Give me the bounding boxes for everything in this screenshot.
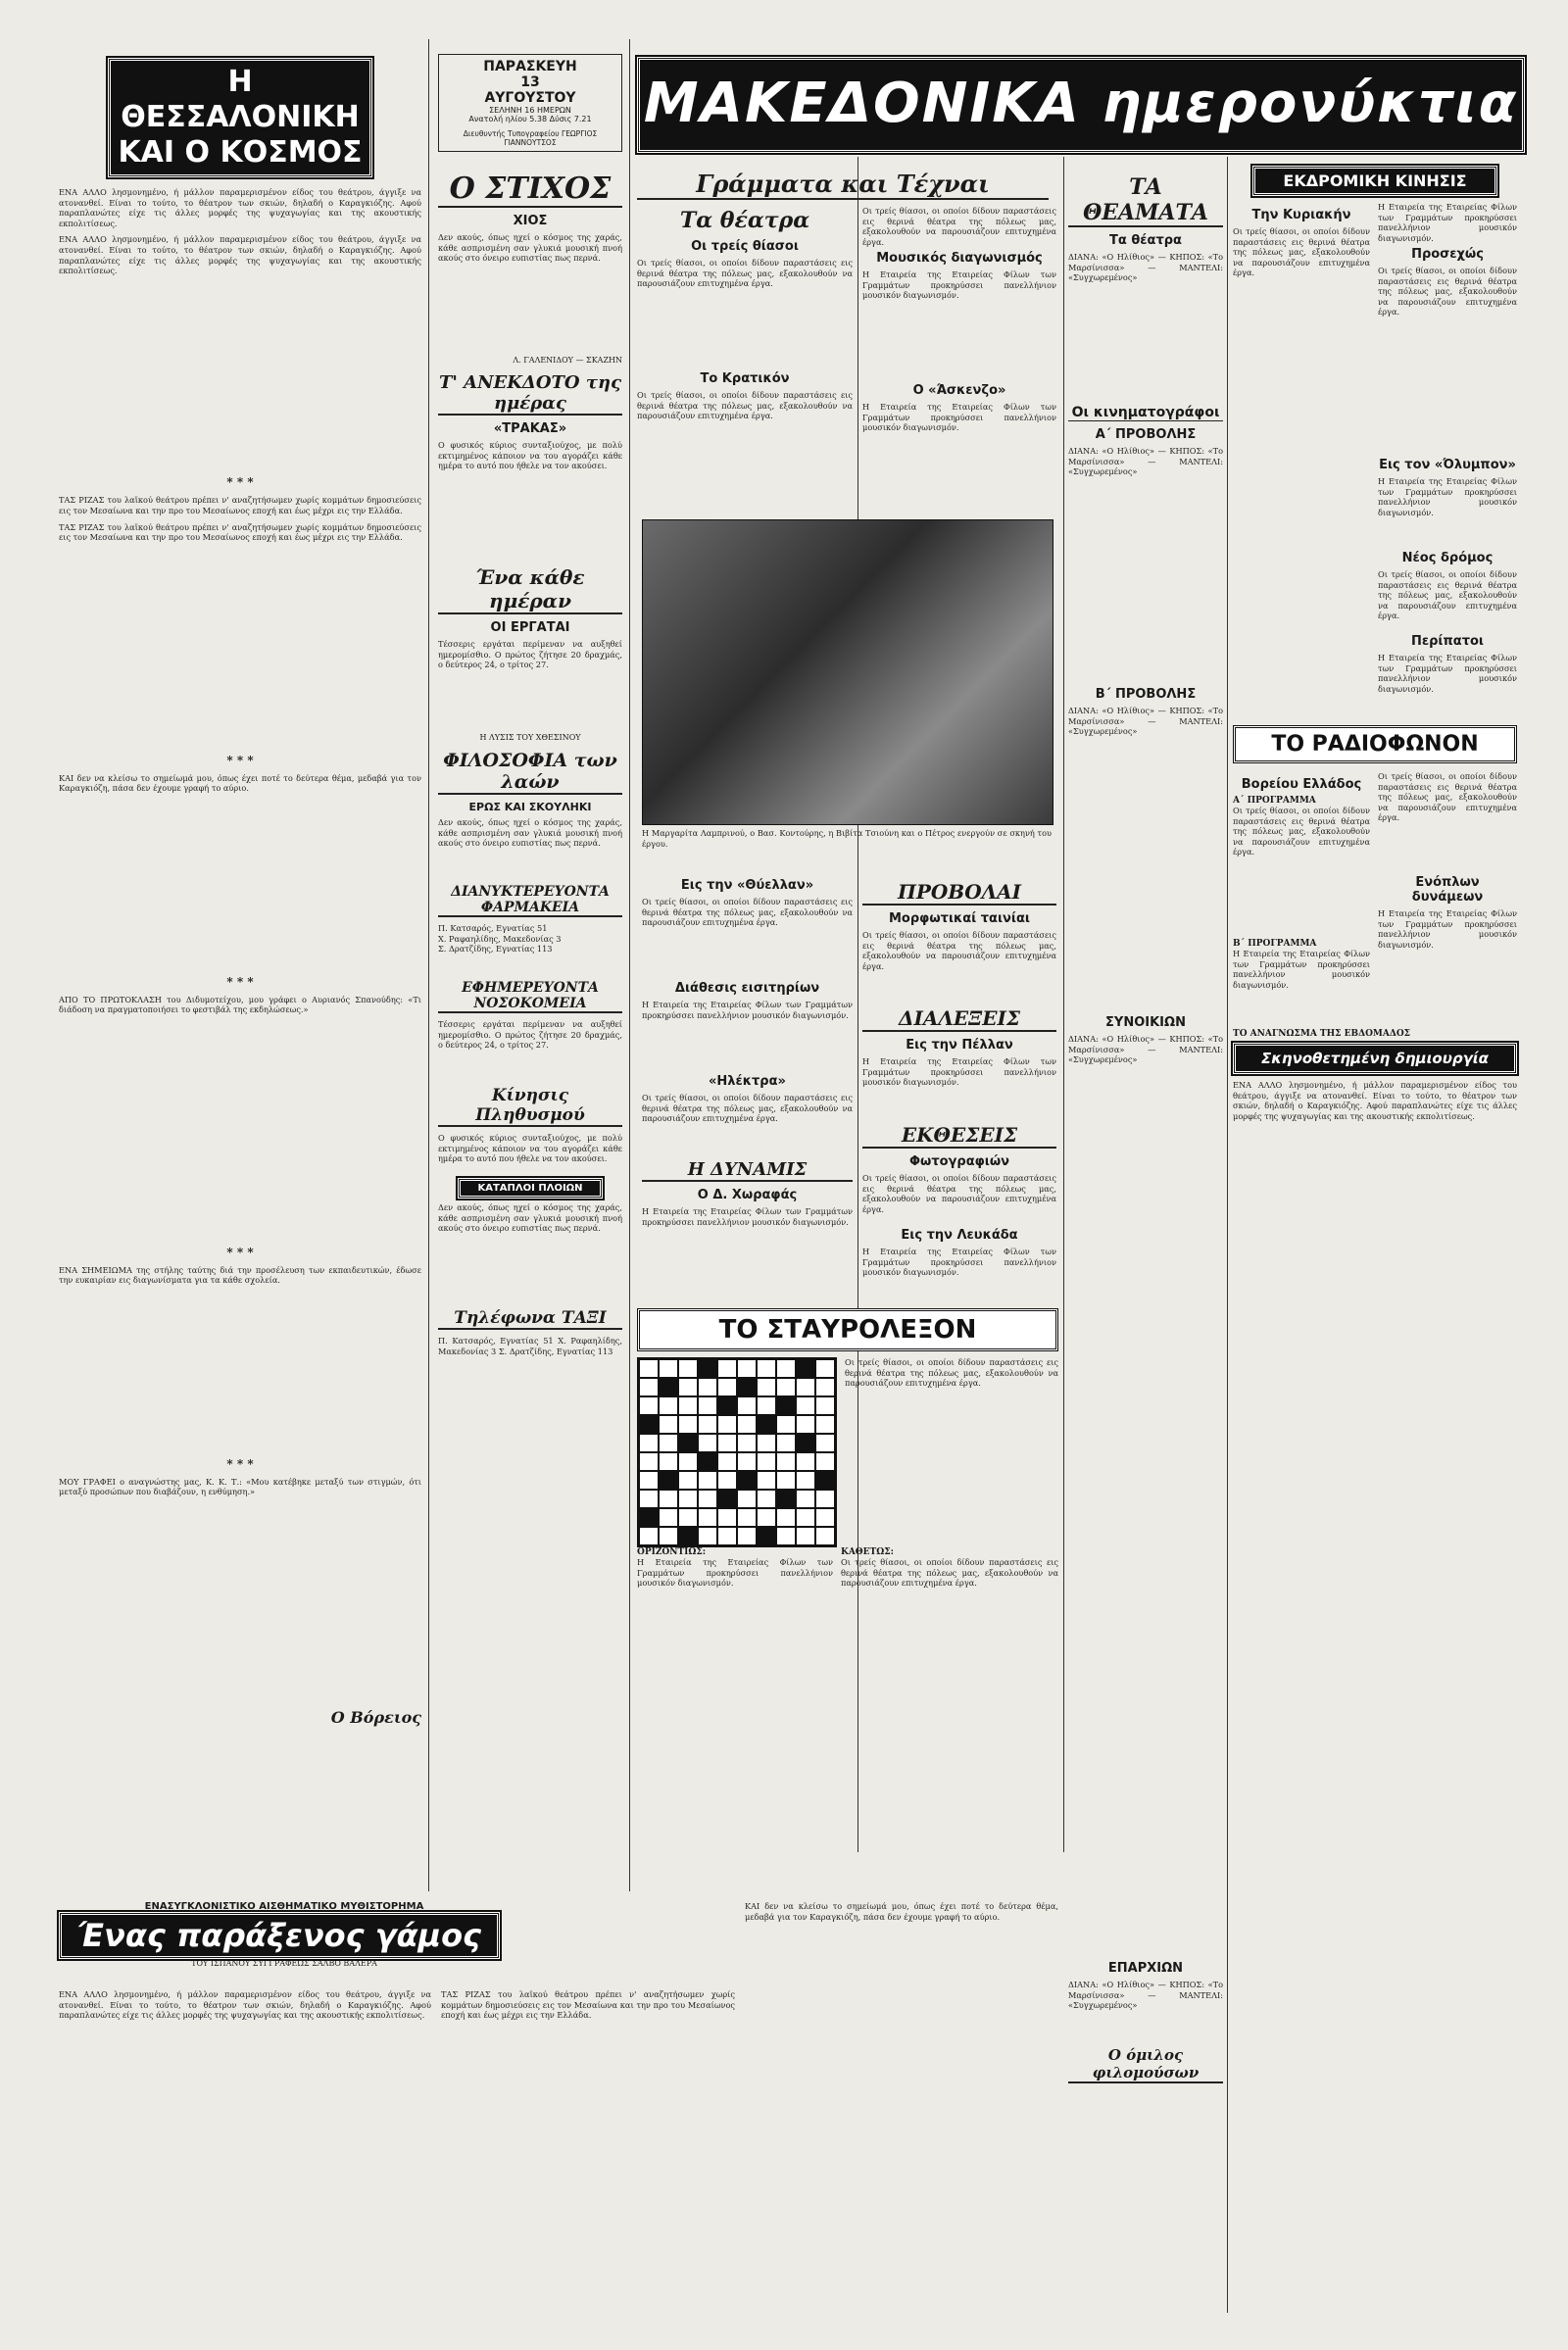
- anekdoto-text: Ο φυσικός κύριος συνταξιούχος, με πολύ εκτιμημένος κάποιον να του αγοράζει κάθε ημέρα το αυτό που ήθελε να τον ακούσει.: [438, 440, 622, 471]
- peripatoi-text: Η Εταιρεία της Εταιρείας Φίλων των Γραμμάτων προκηρύσσει πανελλήνιον μουσικόν διαγωνισμόν.: [1378, 653, 1517, 694]
- date-month: ΑΥΓΟΥΣΤΟΥ: [484, 90, 576, 106]
- novel-banner: ΕΝΑΣΥΓΚΛΟΝΙΣΤΙΚΟ ΑΙΣΘΗΜΑΤΙΚΟ ΜΥΘΙΣΤΟΡΗΜΑ: [144, 1901, 424, 1912]
- b-provoli-listing: ΔΙΑΝΑ: «Ο Ηλίθιος» — ΚΗΠΟΣ: «Το Μαρσίνισσα» — ΜΑΝΤΕΛΙ: «Συγχωρεμένος»: [1068, 706, 1223, 737]
- diathesi-subtitle: Διάθεσις εισιτηρίων: [674, 981, 820, 996]
- stichos-text: Δεν ακούς, όπως ηχεί ο κόσμος της χαράς, κάθε ασπρισμένη σαν γλυκιά μουσική πνοή ακούς στο όνειρο ευπιστίας πως περνά.: [438, 232, 622, 264]
- kyriaki-subtitle: Την Κυριακήν: [1251, 208, 1351, 222]
- enoplon-text: Η Εταιρεία της Εταιρείας Φίλων των Γραμμάτων προκηρύσσει πανελλήνιον μουσικόν διαγωνισμόν.: [1378, 908, 1517, 950]
- crossword-grid: [637, 1357, 837, 1547]
- column-rule: [629, 39, 630, 1891]
- column-grammata-right: [862, 206, 1056, 519]
- separator-stars: * * *: [226, 1456, 254, 1471]
- crossword-clues-right: Οι τρείς θίασοι, οι οποίοι δίδουν παραστάσεις εις θερινά θέατρα της πόλεως μας, εξακολουθούν να παρουσιάζουν επιτυχημένα έργα.: [845, 1357, 1058, 1389]
- neos-text: Οι τρείς θίασοι, οι οποίοι δίδουν παραστάσεις εις θερινά θέατρα της πόλεως μας, εξακολουθούν να παρουσιάζουν επιτυχημένα έργα.: [1378, 569, 1517, 621]
- foto-subtitle: Φωτογραφιών: [908, 1154, 1010, 1169]
- separator-stars: * * *: [226, 1245, 254, 1259]
- dynami-title: Η ΔΥΝΑΜΙΣ: [642, 1159, 853, 1182]
- kratiko-subtitle: Το Κρατικόν: [700, 371, 790, 386]
- novel-title: Ένας παράξενος γάμος: [59, 1912, 500, 1959]
- novel-text-3: ΚΑΙ δεν να κλείσω το σημείωμά μου, όπως έχει ποτέ το δεύτερα θέμα, μεδαβά για τον Καραγκιόζη, πάσα δεν έχουμε γραφή το αύριο.: [745, 1901, 1058, 1922]
- article-paragraph: ΕΝΑ ΣΗΜΕΙΩΜΑ της στήλης ταύτης διά την προσέλευση των εκπαιδευτικών, έδωσε την ευκαιρίαν εις διαγωνίσματα για τα κάθε σχολεία.: [59, 1264, 421, 1286]
- enoplon-subtitle: Ενόπλων δυνάμεων: [1411, 875, 1484, 905]
- morfotikai-subtitle: Μορφωτικαί ταινίαι: [889, 911, 1030, 926]
- theatre-photo: [642, 519, 1054, 825]
- prosechos-subtitle: Προσεχώς: [1411, 247, 1484, 262]
- nosokomeia-text: Τέσσερις εργάται περίμεναν να αυξηθεί ημερομίσθιο. Ο πρώτος ζήτησε 20 δραχμάς, ο δεύτερος 24, ο τρίτος 27.: [438, 1019, 622, 1051]
- olympos-text: Η Εταιρεία της Εταιρείας Φίλων των Γραμμάτων προκηρύσσει πανελλήνιον μουσικόν διαγωνισμόν.: [1378, 476, 1517, 517]
- dialexeis-title: ΔΙΑΛΕΞΕΙΣ: [862, 1006, 1056, 1032]
- kath-subtitle: ΟΙ ΕΡΓΑΤΑΙ: [490, 620, 570, 635]
- a-provoli: Α΄ ΠΡΟΒΟΛΗΣ: [1095, 427, 1197, 442]
- clues-horizontal: Η Εταιρεία της Εταιρείας Φίλων των Γραμμάτων προκηρύσσει πανελλήνιον μουσικόν διαγωνισμόν.: [637, 1557, 833, 1589]
- grammata-title: Γράμματα και Τέχναι: [637, 170, 1049, 200]
- novel-text-1: ΕΝΑ ΑΛΛΟ λησμονημένο, ή μάλλον παραμερισμένον είδος του θεάτρου, άγγιξε να ατονανθεί. Είναι το τούτο, το θέατρον των σκιών, δηλαδή ο Καραγκιόζης. Αφού παραπλανώτες είχε τις άλλες μορφές της ψυχαγωγίας και της ακουστικής εκπολιτίσεως.: [59, 1989, 431, 2021]
- a-program-text: Οι τρείς θίασοι, οι οποίοι δίδουν παραστάσεις εις θερινά θέατρα της πόλεως μας, εξακολουθούν να παρουσιάζουν επιτυχημένα έργα.: [1233, 806, 1370, 857]
- theatra-title: Τα θέατρα: [679, 208, 810, 233]
- morfotikai-text: Οι τρείς θίασοι, οι οποίοι δίδουν παραστάσεις εις θερινά θέατρα της πόλεως μας, εξακολουθούν να παρουσιάζουν επιτυχημένα έργα.: [862, 930, 1056, 971]
- stichos-author: Λ. ΓΑΛΕΝΙΔΟΥ — ΣΚΑΖΗΝ: [513, 356, 622, 365]
- article-paragraph: ΕΝΑ ΑΛΛΟ λησμονημένο, ή μάλλον παραμερισμένον είδος του θεάτρου, άγγιξε να ατονανθεί. Είναι το τούτο, το θέατρον των σκιών, δηλαδή ο Καραγκιόζης. Αφού παραπλανώτες είχε τις άλλες μορφές της ψυχαγωγίας και της ακουστικής εκπολιτίσεως.: [59, 187, 421, 228]
- sun-info: Ανατολή ηλίου 5.38 Δύσις 7.21: [468, 115, 592, 123]
- b-provoli: Β΄ ΠΡΟΒΟΛΗΣ: [1095, 687, 1197, 702]
- provoles-title: ΠΡΟΒΟΛΑΙ: [862, 880, 1056, 906]
- separator-stars: * * *: [226, 974, 254, 989]
- column-daily: [438, 54, 622, 1886]
- filosofia-title: ΦΙΛΟΣΟΦΙΑ των λαών: [438, 750, 622, 795]
- askentzo-text: Η Εταιρεία της Εταιρείας Φίλων των Γραμμάτων προκηρύσσει πανελλήνιον μουσικόν διαγωνισμόν.: [862, 402, 1056, 433]
- kin-title: Οι κινηματογράφοι: [1068, 405, 1223, 421]
- article-paragraph: ΚΑΙ δεν να κλείσω το σημείωμά μου, όπως έχει ποτέ το δεύτερα θέμα, μεδαβά για τον Καραγκιόζη, πάσα δεν έχουμε γραφή το αύριο.: [59, 772, 421, 794]
- stichos-title: Ο ΣΤΙΧΟΣ: [438, 171, 622, 208]
- article-paragraph: ΜΟΥ ΓΡΑΦΕΙ ο αναγνώστης μας, Κ. Κ. Τ.: «Μου κατέβηκε μεταξύ των στιγμών, ότι μεταξύ προσώπων που διαβάζουν, η ενθύμηση.»: [59, 1476, 421, 1497]
- column-theamata: [1068, 167, 1223, 2313]
- diathesi-text: Η Εταιρεία της Εταιρείας Φίλων των Γραμμάτων προκηρύσσει πανελλήνιον μουσικόν διαγωνισμόν.: [642, 1000, 853, 1020]
- neos-subtitle: Νέος δρόμος: [1401, 551, 1494, 565]
- clues-vertical-label: ΚΑΘΕΤΩΣ:: [841, 1547, 894, 1557]
- filosofia-subtitle: ΕΡΩΣ ΚΑΙ ΣΚΟΥΛΗΚΙ: [468, 801, 592, 813]
- ploia-text: Δεν ακούς, όπως ηχεί ο κόσμος της χαράς, κάθε ασπρισμένη σαν γλυκιά μουσική πνοή ακούς στο όνειρο ευπιστίας πως περνά.: [438, 1202, 622, 1234]
- kratiko-text: Οι τρείς θίασοι, οι οποίοι δίδουν παραστάσεις εις θερινά θέατρα της πόλεως μας, εξακολουθούν να παρουσιάζουν επιτυχημένα έργα.: [637, 390, 853, 421]
- ploia-title: ΚΑΤΑΠΛΟΙ ΠΛΟΙΩΝ: [458, 1178, 603, 1199]
- kinisi-title: Κίνησις Πληθυσμού: [438, 1086, 622, 1127]
- article-paragraph: ΑΠΟ ΤΟ ΠΡΩΤΟΚΛΑΣΗ του Διδυμοτείχου, μου γράφει ο Αυριανός Σπανούδης: «Τι διάδοση να πραγματοποιήσει το φεστιβάλ της εκδηλώσεως.»: [59, 994, 421, 1015]
- solution-label: Η ΛΥΣΙΣ ΤΟΥ ΧΘΕΣΙΝΟΥ: [479, 733, 581, 742]
- date-number: 13: [520, 74, 540, 90]
- taxi-title: Τηλέφωνα ΤΑΞΙ: [438, 1308, 622, 1330]
- synoikion: ΣΥΝΟΙΚΙΩΝ: [1105, 1015, 1186, 1030]
- column-thessaloniki: [59, 54, 421, 1886]
- article-paragraph: ΤΑΣ ΡΙΖΑΣ του λαϊκού θεάτρου πρέπει ν' αναζητήσωμεν χωρίς κομμάτων δημοσιεύσεις εις τον Μεσαίωνα και την προ του Μεσαίωνος εποχή και έως μέχρι εις την Ελλάδα.: [59, 495, 421, 515]
- ilektra-subtitle: «Ηλέκτρα»: [709, 1074, 786, 1089]
- filosofia-text: Δεν ακούς, όπως ηχεί ο κόσμος της χαράς, κάθε ασπρισμένη σαν γλυκιά μουσική πνοή ακούς στο όνειρο ευπιστίας πως περνά.: [438, 817, 622, 849]
- peripatoi-subtitle: Περίπατοι: [1411, 634, 1484, 649]
- taxi-text: Π. Κατσαρός, Εγνατίας 51 Χ. Ραφαηλίδης, Μακεδονίας 3 Σ. Δρατζίδης, Εγνατίας 113: [438, 1336, 622, 1356]
- dimiourgia-text: ΕΝΑ ΑΛΛΟ λησμονημένο, ή μάλλον παραμερισμένον είδος του θεάτρου, άγγιξε να ατονανθεί. Είναι το τούτο, το θέατρον των σκιών, δηλαδή ο Καραγκιόζης. Αφού παραπλανώτες είχε τις άλλες μορφές της ψυχαγωγίας και της ακουστικής εκπολιτίσεως.: [1233, 1080, 1517, 1121]
- article-paragraph: ΕΝΑ ΑΛΛΟ λησμονημένο, ή μάλλον παραμερισμένον είδος του θεάτρου, άγγιξε να ατονανθεί. Είναι το τούτο, το θέατρον των σκιών, δηλαδή ο Καραγκιόζης. Αφού παραπλανώτες είχε τις άλλες μορφές της ψυχαγωγίας και της ακουστικής εκπολιτίσεως.: [59, 234, 421, 276]
- radio-text: Οι τρείς θίασοι, οι οποίοι δίδουν παραστάσεις εις θερινά θέατρα της πόλεως μας, εξακολουθούν να παρουσιάζουν επιτυχημένα έργα.: [1378, 771, 1517, 823]
- kinisi-text: Ο φυσικός κύριος συνταξιούχος, με πολύ εκτιμημένος κάποιον να του αγοράζει κάθε ημέρα το αυτό που ήθελε να τον ακούσει.: [438, 1133, 622, 1164]
- novel-author: ΤΟΥ ΙΣΠΑΝΟΥ ΣΥΓΓΡΑΦΕΩΣ ΣΑΛΒΟ ΒΑΛΕΡΑ: [191, 1959, 377, 1968]
- farmakeia-title: ΔΙΑΝΥΚΤΕΡΕΥΟΝΤΑ ΦΑΡΜΑΚΕΙΑ: [438, 884, 622, 917]
- omilos-title: Ο όμιλος φιλομούσων: [1068, 2046, 1223, 2083]
- column-main-lower-right: [862, 872, 1056, 1303]
- article-paragraph: ΤΑΣ ΡΙΖΑΣ του λαϊκού θεάτρου πρέπει ν' αναζητήσωμεν χωρίς κομμάτων δημοσιεύσεις εις τον Μεσαίωνα και την προ του Μεσαίωνος εποχή και έως μέχρι εις την Ελλάδα.: [59, 521, 421, 543]
- a-provoli-listing: ΔΙΑΝΑ: «Ο Ηλίθιος» — ΚΗΠΟΣ: «Το Μαρσίνισσα» — ΜΑΝΤΕΛΙ: «Συγχωρεμένος»: [1068, 446, 1223, 477]
- column-right: [1233, 162, 1517, 1945]
- theatra-text: Οι τρείς θίασοι, οι οποίοι δίδουν παραστάσεις εις θερινά θέατρα της πόλεως μας, εξακολουθούν να παρουσιάζουν επιτυχημένα έργα.: [637, 258, 853, 289]
- askentzo-subtitle: Ο «Άσκενζο»: [912, 383, 1006, 398]
- column-rule: [1227, 157, 1228, 2313]
- column-rule: [428, 39, 429, 1891]
- stichos-subtitle: ΧΙΟΣ: [513, 214, 548, 228]
- novel-text-2: ΤΑΣ ΡΙΖΑΣ του λαϊκού θεάτρου πρέπει ν' αναζητήσωμεν χωρίς κομμάτων δημοσιεύσεις εις τον Μεσαίωνα και την προ του Μεσαίωνος εποχή και έως μέχρι εις την Ελλάδα.: [441, 1989, 735, 2021]
- theamata-title: ΤΑ ΘΕΑΜΑΤΑ: [1068, 174, 1223, 227]
- anekdoto-title: Τ' ΑΝΕΚΔΟΤΟ της ημέρας: [438, 372, 622, 414]
- photo-caption: Η Μαργαρίτα Λαμπρινού, ο Βασ. Κοντούρης, η Βιβίτα Τσιούνη και ο Πέτρος ενεργούν σε σκηνή του έργου.: [642, 828, 1052, 849]
- kath-title: Ένα κάθε ημέραν: [438, 565, 622, 614]
- ektheseis-title: ΕΚΘΕΣΕΙΣ: [862, 1123, 1056, 1149]
- farmakeia-list: Π. Κατσαρός, Εγνατίας 51 Χ. Ραφαηλίδης, Μακεδονίας 3 Σ. Δρατζίδης, Εγνατίας 113: [438, 923, 562, 955]
- ekdromiki-title: ΕΚΔΡΟΜΙΚΗ ΚΙΝΗΣΙΣ: [1252, 166, 1497, 196]
- theatra-listing: ΔΙΑΝΑ: «Ο Ηλίθιος» — ΚΗΠΟΣ: «Το Μαρσίνισσα» — ΜΑΝΤΕΛΙ: «Συγχωρεμένος»: [1068, 252, 1223, 283]
- kyriaki-text: Οι τρείς θίασοι, οι οποίοι δίδουν παραστάσεις εις θερινά θέατρα της πόλεως μας, εξακολουθούν να παρουσιάζουν επιτυχημένα έργα.: [1233, 226, 1370, 278]
- dimiourgia-title: Σκηνοθετημένη δημιουργία: [1233, 1043, 1517, 1074]
- mousiko-text: Η Εταιρεία της Εταιρείας Φίλων των Γραμμάτων προκηρύσσει πανελλήνιον μουσικόν διαγωνισμόν.: [862, 269, 1056, 301]
- lefkada-subtitle: Εις την Λευκάδα: [901, 1228, 1018, 1243]
- vor-subtitle: Βορείου Ελλάδος: [1241, 777, 1362, 792]
- clues-horizontal-label: ΟΡΙΖΟΝΤΙΩΣ:: [637, 1547, 707, 1557]
- b-program-text: Η Εταιρεία της Εταιρείας Φίλων των Γραμμάτων προκηρύσσει πανελλήνιον μουσικόν διαγωνισμόν.: [1233, 949, 1370, 990]
- pella-text: Η Εταιρεία της Εταιρείας Φίλων των Γραμμάτων προκηρύσσει πανελλήνιον μουσικόν διαγωνισμόν.: [862, 1056, 1056, 1088]
- print-info: Διευθυντής Τυπογραφείου ΓΕΩΡΓΙΟΣ ΓΙΑΝΝΟΥΤΣΟΣ: [463, 129, 598, 147]
- article-paragraph: Οι τρείς θίασοι, οι οποίοι δίδουν παραστάσεις εις θερινά θέατρα της πόλεως μας, εξακολουθούν να παρουσιάζουν επιτυχημένα έργα.: [862, 206, 1056, 247]
- pella-subtitle: Εις την Πέλλαν: [906, 1038, 1013, 1053]
- date-day: ΠΑΡΑΣΚΕΥΗ: [483, 59, 577, 74]
- clues-vertical: Οι τρείς θίασοι, οι οποίοι δίδουν παραστάσεις εις θερινά θέατρα της πόλεως μας, εξακολουθούν να παρουσιάζουν επιτυχημένα έργα.: [841, 1557, 1058, 1589]
- b-program: Β΄ ΠΡΟΓΡΑΜΜΑ: [1233, 939, 1317, 949]
- date-box: [438, 54, 622, 152]
- column-rule: [1063, 157, 1064, 1852]
- top-text: Η Εταιρεία της Εταιρείας Φίλων των Γραμμάτων προκηρύσσει πανελλήνιον μουσικόν διαγωνισμόν.: [1378, 202, 1517, 243]
- eparchion: ΕΠΑΡΧΙΩΝ: [1107, 1961, 1184, 1976]
- theamata-theatra: Τα θέατρα: [1109, 233, 1182, 248]
- nosokomeia-title: ΕΦΗΜΕΡΕΥΟΝΤΑ ΝΟΣΟΚΟΜΕΙΑ: [438, 980, 622, 1013]
- prosechos-text: Οι τρείς θίασοι, οι οποίοι δίδουν παραστάσεις εις θερινά θέατρα της πόλεως μας, εξακολουθούν να παρουσιάζουν επιτυχημένα έργα.: [1378, 266, 1517, 318]
- mousiko-subtitle: Μουσικός διαγωνισμός: [876, 251, 1043, 266]
- column-main-lower-left: [642, 872, 853, 1303]
- moon-info: ΣΕΛΗΝΗ 16 ΗΜΕΡΩΝ: [489, 106, 571, 115]
- section-title: Η ΘΕΣΣΑΛΟΝΙΚΗ ΚΑΙ Ο ΚΟΣΜΟΣ: [108, 58, 372, 177]
- separator-stars: * * *: [226, 475, 254, 490]
- radio-title: ΤΟ ΡΑΔΙΟΦΩΝΟΝ: [1233, 725, 1517, 763]
- eparchion-listing: ΔΙΑΝΑ: «Ο Ηλίθιος» — ΚΗΠΟΣ: «Το Μαρσίνισσα» — ΜΑΝΤΕΛΙ: «Συγχωρεμένος»: [1068, 1980, 1223, 2011]
- theatra-subtitle: Οι τρείς θίασοι: [691, 239, 799, 254]
- novel-section: [59, 1901, 1058, 2313]
- thyella-subtitle: Εις την «Θύελλαν»: [680, 878, 814, 893]
- thyella-text: Οι τρείς θίασοι, οι οποίοι δίδουν παραστάσεις εις θερινά θέατρα της πόλεως μας, εξακολουθούν να παρουσιάζουν επιτυχημένα έργα.: [642, 897, 853, 928]
- a-program: Α΄ ΠΡΟΓΡΑΜΜΑ: [1233, 796, 1316, 806]
- separator-stars: * * *: [226, 753, 254, 767]
- anekdoto-subtitle: «ΤΡΑΚΑΣ»: [493, 421, 567, 436]
- dynami-text: Η Εταιρεία της Εταιρείας Φίλων των Γραμμάτων προκηρύσσει πανελλήνιον μουσικόν διαγωνισμόν.: [642, 1206, 853, 1227]
- foto-text: Οι τρείς θίασοι, οι οποίοι δίδουν παραστάσεις εις θερινά θέατρα της πόλεως μας, εξακολουθούν να παρουσιάζουν επιτυχημένα έργα.: [862, 1173, 1056, 1214]
- dynami-subtitle: Ο Δ. Χωραφάς: [697, 1188, 798, 1202]
- olympos-subtitle: Εις τον «Όλυμπον»: [1379, 458, 1516, 472]
- kath-text: Τέσσερις εργάται περίμεναν να αυξηθεί ημερομίσθιο. Ο πρώτος ζήτησε 20 δραχμάς, ο δεύτερος 24, ο τρίτος 27.: [438, 639, 622, 670]
- signature: Ο Βόρειος: [330, 1707, 421, 1727]
- lefkada-text: Η Εταιρεία της Εταιρείας Φίλων των Γραμμάτων προκηρύσσει πανελλήνιον μουσικόν διαγωνισμόν.: [862, 1247, 1056, 1278]
- anagnosma-label: ΤΟ ΑΝΑΓΝΩΣΜΑ ΤΗΣ ΕΒΔΟΜΑΔΟΣ: [1233, 1029, 1411, 1039]
- crossword-section: [637, 1308, 1058, 1788]
- crossword-title: ΤΟ ΣΤΑΥΡΟΛΕΞΟΝ: [637, 1308, 1058, 1351]
- synoikion-listing: ΔΙΑΝΑ: «Ο Ηλίθιος» — ΚΗΠΟΣ: «Το Μαρσίνισσα» — ΜΑΝΤΕΛΙ: «Συγχωρεμένος»: [1068, 1034, 1223, 1065]
- masthead: ΜΑΚΕΔΟΝΙΚΑ ημερονύκτια: [637, 57, 1525, 153]
- ilektra-text: Οι τρείς θίασοι, οι οποίοι δίδουν παραστάσεις εις θερινά θέατρα της πόλεως μας, εξακολουθούν να παρουσιάζουν επιτυχημένα έργα.: [642, 1093, 853, 1124]
